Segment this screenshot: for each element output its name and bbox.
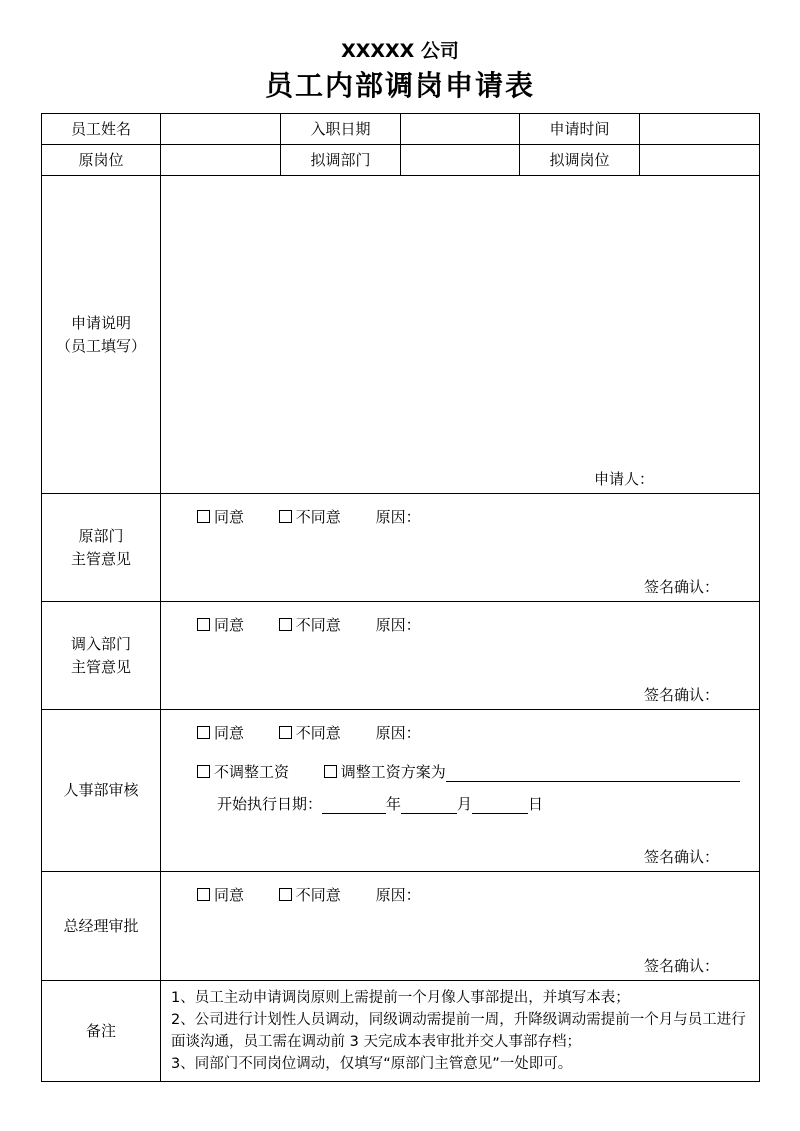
- remark-item: 1、员工主动申请调岗原则上需提前一个月像人事部提出，并填写本表；: [171, 990, 630, 1006]
- employee-name-field[interactable]: [161, 114, 281, 145]
- checkbox-icon[interactable]: [197, 888, 210, 901]
- form-row-basic-1: [42, 114, 760, 145]
- agree-option[interactable]: [197, 886, 244, 904]
- hire-date-field[interactable]: [401, 114, 520, 145]
- agree-label: 同意: [214, 508, 245, 526]
- checkbox-icon[interactable]: [197, 510, 210, 523]
- year-blank[interactable]: [322, 797, 386, 814]
- explanation-field[interactable]: [161, 176, 760, 494]
- salary-plan-blank[interactable]: [446, 765, 740, 782]
- gm-options: [197, 884, 421, 905]
- remarks-label: 备注: [42, 981, 161, 1082]
- agree-label: 同意: [214, 616, 245, 634]
- checkbox-icon[interactable]: [279, 618, 292, 631]
- form-row-hr-review: [42, 710, 760, 872]
- month-blank[interactable]: [401, 797, 457, 814]
- incoming-dept-label-line1: 调入部门: [70, 634, 131, 653]
- agree-option[interactable]: [197, 616, 244, 634]
- reason-label: 原因：: [375, 724, 421, 742]
- company-name: XXXXX 公司: [341, 40, 459, 62]
- form-row-basic-2: [42, 145, 760, 176]
- salary-adjust-label: 调整工资方案为: [340, 763, 446, 781]
- disagree-label: 不同意: [295, 886, 341, 904]
- checkbox-icon[interactable]: [279, 888, 292, 901]
- year-label: 年: [386, 795, 402, 813]
- original-post-label: 原岗位: [42, 145, 161, 176]
- target-post-label: 拟调岗位: [520, 145, 640, 176]
- employee-name-label: 员工姓名: [42, 114, 161, 145]
- checkbox-icon[interactable]: [197, 726, 210, 739]
- salary-adjust-option[interactable]: [324, 763, 446, 781]
- incoming-dept-label-line2: 主管意见: [70, 657, 131, 676]
- original-dept-label-line1: 原部门: [78, 526, 124, 545]
- reason-label: 原因：: [375, 886, 421, 904]
- reason-label: 原因：: [375, 508, 421, 526]
- hr-review-label: 人事部审核: [42, 710, 161, 872]
- apply-time-label: 申请时间: [520, 114, 640, 145]
- no-salary-adjust-option[interactable]: [197, 763, 289, 781]
- explanation-label: [42, 176, 161, 494]
- page-title: 员工内部调岗申请表: [264, 69, 535, 102]
- original-dept-label-line2: 主管意见: [70, 549, 131, 568]
- signature-confirm-label: 签名确认：: [643, 686, 719, 704]
- disagree-option[interactable]: [279, 886, 341, 904]
- applicant-signature-label: 申请人：: [593, 470, 654, 488]
- start-date-label: 开始执行日期：: [217, 795, 323, 813]
- salary-options: [197, 761, 740, 782]
- original-dept-opinion-label: [42, 494, 161, 602]
- original-post-field[interactable]: [161, 145, 281, 176]
- target-dept-field[interactable]: [401, 145, 520, 176]
- form-row-remarks: [42, 981, 760, 1082]
- disagree-option[interactable]: [279, 616, 341, 634]
- remarks-content: [161, 981, 760, 1082]
- target-dept-label: 拟调部门: [281, 145, 401, 176]
- original-dept-options: [197, 506, 421, 527]
- application-form-table: [41, 113, 760, 1082]
- checkbox-icon[interactable]: [279, 726, 292, 739]
- incoming-dept-opinion-label: [42, 602, 161, 710]
- disagree-option[interactable]: [279, 724, 341, 742]
- original-dept-opinion-field: [161, 494, 760, 602]
- agree-option[interactable]: [197, 508, 244, 526]
- no-salary-adjust-label: 不调整工资: [214, 763, 290, 781]
- disagree-label: 不同意: [295, 724, 341, 742]
- gm-approval-label: 总经理审批: [42, 872, 161, 981]
- signature-confirm-label: 签名确认：: [643, 957, 719, 975]
- checkbox-icon[interactable]: [197, 618, 210, 631]
- incoming-dept-opinion-field: [161, 602, 760, 710]
- target-post-field[interactable]: [640, 145, 760, 176]
- reason-label: 原因：: [375, 616, 421, 634]
- explanation-label-line1: 申请说明: [70, 313, 131, 332]
- signature-confirm-label: 签名确认：: [643, 578, 719, 596]
- day-label: 日: [528, 795, 544, 813]
- form-row-gm-approval: [42, 872, 760, 981]
- hr-review-field: [161, 710, 760, 872]
- agree-label: 同意: [214, 724, 245, 742]
- disagree-label: 不同意: [295, 616, 341, 634]
- form-row-incoming-dept: [42, 602, 760, 710]
- day-blank[interactable]: [472, 797, 528, 814]
- agree-label: 同意: [214, 886, 245, 904]
- start-date-line: [217, 793, 543, 814]
- incoming-dept-options: [197, 614, 421, 635]
- hire-date-label: 入职日期: [281, 114, 401, 145]
- disagree-option[interactable]: [279, 508, 341, 526]
- agree-option[interactable]: [197, 724, 244, 742]
- signature-confirm-label: 签名确认：: [643, 848, 719, 866]
- checkbox-icon[interactable]: [279, 510, 292, 523]
- month-label: 月: [457, 795, 473, 813]
- explanation-label-line2: （员工填写）: [55, 336, 146, 355]
- checkbox-icon[interactable]: [324, 765, 337, 778]
- hr-options: [197, 722, 421, 743]
- remark-item: 2、公司进行计划性人员调动，同级调动需提前一周，升降级调动需提前一个月与员工进行面谈沟通，员工需在调动前 3 天完成本表审批并交人事部存档；: [171, 1012, 746, 1050]
- apply-time-field[interactable]: [640, 114, 760, 145]
- remark-item: 3、同部门不同岗位调动，仅填写“原部门主管意见”一处即可。: [171, 1056, 573, 1072]
- checkbox-icon[interactable]: [197, 765, 210, 778]
- gm-approval-field: [161, 872, 760, 981]
- form-row-explanation: [42, 176, 760, 494]
- disagree-label: 不同意: [295, 508, 341, 526]
- form-row-original-dept: [42, 494, 760, 602]
